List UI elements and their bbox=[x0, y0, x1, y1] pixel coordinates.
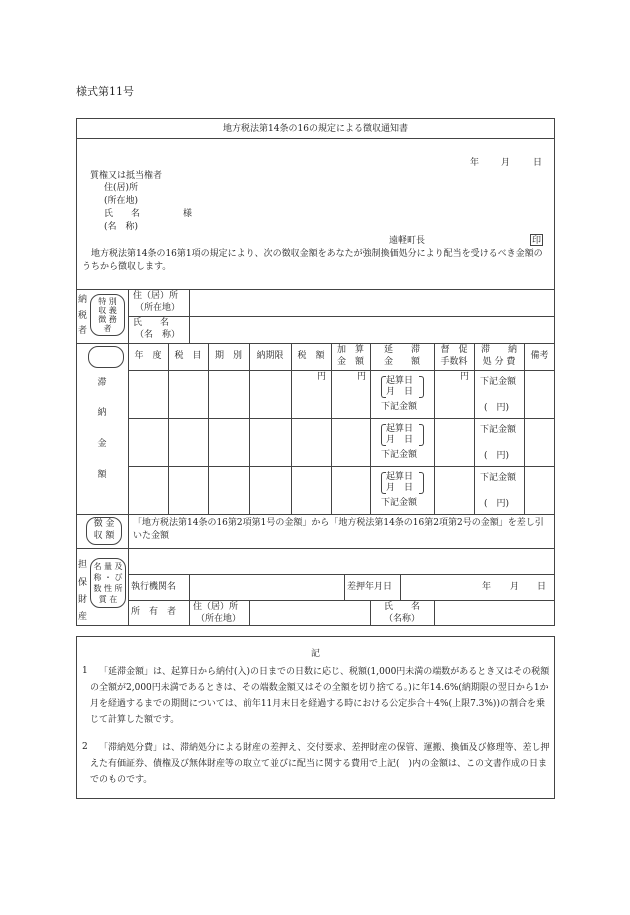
collection-label-2: 収 額 bbox=[93, 531, 115, 541]
taxpayer-address: 住（居）所 bbox=[133, 291, 179, 301]
issuer-name: 遠軽町長 bbox=[389, 236, 426, 246]
form-number: 様式第11号 bbox=[76, 85, 134, 98]
row2-disp-bottom: ( 円) bbox=[484, 451, 510, 461]
arrears-label-1: 滞 bbox=[97, 378, 107, 388]
notes-heading: 記 bbox=[310, 649, 320, 659]
header-delinquent-2: 金 額 bbox=[383, 357, 420, 367]
header-period: 期 別 bbox=[214, 351, 242, 361]
arrears-label-2: 納 bbox=[97, 408, 107, 418]
owner-label: 所 有 者 bbox=[131, 607, 177, 617]
owner-address: 住（居）所 bbox=[193, 602, 239, 612]
date-day: 日 bbox=[533, 158, 543, 168]
taxpayer-oval-2: 収 義 bbox=[98, 306, 117, 315]
seizure-day: 日 bbox=[537, 582, 547, 592]
row2-bracket-1: 起算日 bbox=[386, 424, 414, 434]
collateral-label-2: 保 bbox=[78, 578, 88, 588]
row1-disp-bottom: ( 円) bbox=[484, 403, 510, 413]
row2-disp-top: 下記金額 bbox=[480, 425, 517, 435]
seizure-month: 月 bbox=[510, 582, 520, 592]
header-delinquent-1: 延 滞 bbox=[383, 345, 420, 355]
unit-tax-amount: 円 bbox=[317, 372, 327, 382]
recipient-role: 質権又は抵当権者 bbox=[90, 171, 163, 181]
recipient-honorific: 様 bbox=[183, 209, 193, 219]
executing-agency-label: 執行機関名 bbox=[131, 582, 177, 592]
owner-name-sub: （名称） bbox=[383, 614, 420, 624]
collection-text: 「地方税法第14条の16第2項第1号の金額」から「地方税法第14条の16第2項第2号の金額」を差し引いた金額 bbox=[133, 518, 544, 541]
recipient-name-sub: (名 称) bbox=[104, 222, 139, 232]
header-tax-item: 税 目 bbox=[174, 351, 202, 361]
note-1-num: 1 bbox=[82, 666, 88, 676]
collateral-label-3: 財 bbox=[78, 595, 88, 605]
taxpayer-oval-4: 者 bbox=[103, 324, 112, 333]
taxpayer-address-sub: （所在地） bbox=[135, 303, 181, 313]
header-disposition-2: 処 分 費 bbox=[482, 357, 516, 367]
collateral-oval-1: 名 量 及 bbox=[93, 562, 123, 571]
owner-address-sub: （所在地） bbox=[196, 614, 242, 624]
row1-bracket-1: 起算日 bbox=[386, 376, 414, 386]
header-disposition-1: 滞 納 bbox=[480, 345, 517, 355]
arrears-label-4: 額 bbox=[97, 470, 107, 480]
taxpayer-label-3: 者 bbox=[78, 326, 88, 336]
row2-bracket-2: 月 日 bbox=[386, 435, 414, 445]
header-due: 納期限 bbox=[256, 351, 284, 361]
note-1-text: 「延滞金額」は、起算日から納付(入)の日までの日数に応じ、税額(1,000円未満の端数があるとき又はその税額の全額が2,000円未満であるときは、その端数金額又はその全額を切り捨てる。)に年14.6%(納期限の翌日から1か月を経過するまでの期間については、前年11月末日を経過する時における公定歩合＋4%(上限7.3%))の割合を乗じて計算した額です。 bbox=[90, 667, 550, 725]
header-surcharge-1: 加 算 bbox=[336, 345, 364, 355]
collateral-oval-3: 数 性 所 bbox=[93, 584, 123, 593]
collection-label-1: 徴 金 bbox=[93, 519, 115, 529]
recipient-address-label: 住(居)所 bbox=[104, 183, 139, 193]
row1-bracket-2: 月 日 bbox=[386, 387, 414, 397]
header-tax-amount: 税 額 bbox=[297, 351, 325, 361]
seizure-year: 年 bbox=[482, 582, 492, 592]
notice-form bbox=[76, 118, 555, 626]
row2-amount: 下記金額 bbox=[381, 450, 418, 460]
row1-disp-top: 下記金額 bbox=[480, 377, 517, 387]
row3-bracket-2: 月 日 bbox=[386, 483, 414, 493]
collateral-label-1: 担 bbox=[78, 560, 88, 570]
date-month: 月 bbox=[501, 158, 511, 168]
header-dunning-1: 督 促 bbox=[440, 345, 468, 355]
taxpayer-oval-1: 特 別 bbox=[98, 297, 117, 306]
taxpayer-label-2: 税 bbox=[78, 311, 88, 321]
header-dunning-2: 手数料 bbox=[440, 357, 468, 367]
recipient-name-label: 氏 名 bbox=[104, 209, 141, 219]
row3-disp-top: 下記金額 bbox=[480, 473, 517, 483]
arrears-oval bbox=[88, 346, 124, 368]
header-year: 年 度 bbox=[134, 351, 162, 361]
taxpayer-oval-3: 徴 務 bbox=[98, 315, 117, 324]
collateral-oval-4: 質 在 bbox=[98, 595, 118, 604]
owner-name: 氏 名 bbox=[383, 602, 420, 612]
collateral-label-4: 産 bbox=[78, 612, 88, 622]
taxpayer-name: 氏 名 bbox=[133, 318, 170, 328]
header-remarks: 備考 bbox=[530, 351, 549, 361]
taxpayer-name-sub: （名 称） bbox=[135, 330, 181, 340]
form-title: 地方税法第14条の16の規定による徴収通知書 bbox=[223, 124, 408, 134]
note-2-text: 「滞納処分費」は、滞納処分による財産の差押え、交付要求、差押財産の保管、運搬、換価及び修理等、差し押えた有価証券、債権及び無体財産等の取立て並びに配当に関する費用で上記( )内の金額は、この文書作成の日までのものです。 bbox=[90, 743, 550, 785]
recipient-address-sub: (所在地) bbox=[104, 196, 139, 206]
arrears-label-3: 金 bbox=[97, 439, 107, 449]
row3-bracket-1: 起算日 bbox=[386, 472, 414, 482]
row3-amount: 下記金額 bbox=[381, 498, 418, 508]
unit-surcharge: 円 bbox=[357, 372, 367, 382]
date-year: 年 bbox=[470, 158, 480, 168]
note-2-num: 2 bbox=[82, 742, 88, 752]
seal-mark: 印 bbox=[531, 236, 541, 246]
collateral-oval-2: 称 ・ び bbox=[93, 573, 123, 582]
row3-disp-bottom: ( 円) bbox=[484, 499, 510, 509]
taxpayer-label-1: 納 bbox=[78, 295, 88, 305]
header-surcharge-2: 金 額 bbox=[336, 357, 364, 367]
intro-text: 地方税法第14条の16第1項の規定により、次の徴収金額をあなたが強制換価処分により配当を受けるべき金額のうちから徴収します。 bbox=[82, 249, 543, 272]
seizure-date-label: 差押年月日 bbox=[347, 582, 393, 592]
unit-dunning: 円 bbox=[460, 372, 470, 382]
row1-amount: 下記金額 bbox=[381, 402, 418, 412]
